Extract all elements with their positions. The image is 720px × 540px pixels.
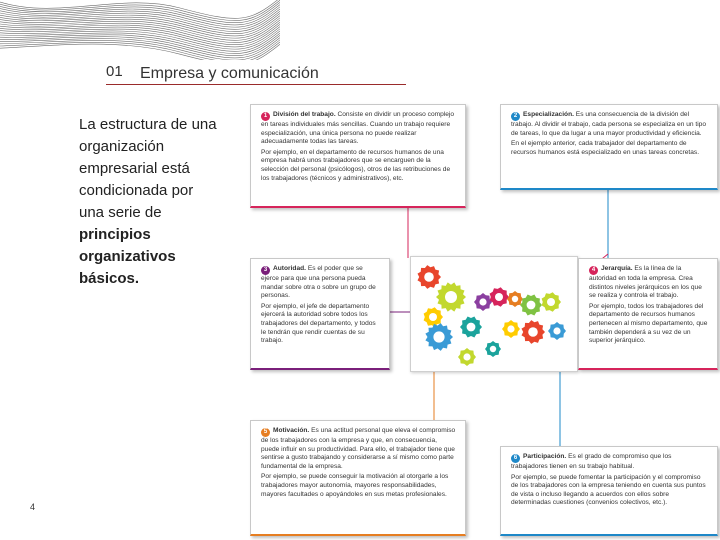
card-example: Por ejemplo, se puede fomentar la participación y el compromiso de los trabajadores con la empresa teniendo en cuenta sus puntos de vista o incluso llegando a acuerdos con ellos sobre determinadas cuestiones (convenios colectivos, etc.). <box>511 473 706 507</box>
gear-icon <box>490 287 509 307</box>
principle-card-autoridad <box>250 258 390 370</box>
badge-3: 3 <box>261 266 270 275</box>
card-body: Consiste en dividir un proceso complejo en tareas individuales más sencillas. Cuando un trabajo requiere especialización, una única persona no puede realizar adecuadamente todas las tareas. <box>261 111 455 146</box>
gears-illustration <box>410 256 578 372</box>
card-example: Por ejemplo, el jefe de departamento ejercerá la autoridad sobre todos los trabajadores del departamento, y todos le tendrán que rendir cuentas de su trabajo. <box>261 302 376 345</box>
badge-6: 6 <box>511 454 520 463</box>
gears-icon <box>411 257 577 371</box>
principle-card-motivacion <box>250 420 466 536</box>
principle-card-jerarquia <box>578 258 718 370</box>
gear-icon <box>425 323 453 351</box>
gear-icon <box>460 317 482 338</box>
badge-1: 1 <box>261 112 270 121</box>
card-example: Por ejemplo, en el departamento de recursos humanos de una empresa habrá unos trabajadores que se encarguen de la selección del personal (psicólogos), otros de las retribuciones de los trabajadores (técnicos y administrativos), etc. <box>261 148 451 182</box>
lead-paragraph <box>79 114 219 290</box>
principle-card-especializacion <box>500 104 718 190</box>
card-title: Motivación. <box>273 427 310 434</box>
lead-text-bold: principios organizativos básicos. <box>79 226 176 287</box>
gear-icon <box>548 322 566 340</box>
card-body: Es el poder que se ejerce para que una persona pueda mandar sobre otra o sobre un grupo de personas. <box>261 265 376 300</box>
card-body: Es una actitud personal que eleva el compromiso de los trabajadores con la empresa y que, en consecuencia, puede influir en su productividad. Para ello, el trabajador tiene que sentirse a gusto trabajando y considerarse a sí mismo como parte fundamental de la empresa. <box>261 427 456 470</box>
card-title: Autoridad. <box>273 265 306 272</box>
page-number: 4 <box>30 502 36 512</box>
card-example: En el ejemplo anterior, cada trabajador del departamento de recursos humanos está especializado en unas tareas concretas. <box>511 140 700 156</box>
gear-icon <box>418 265 442 289</box>
decorative-wave-lines <box>0 0 280 60</box>
principle-card-participacion <box>500 446 718 536</box>
badge-5: 5 <box>261 428 270 437</box>
badge-4: 4 <box>589 266 598 275</box>
gear-icon <box>458 348 476 366</box>
section-header <box>106 62 406 85</box>
gear-icon <box>502 320 520 338</box>
gear-icon <box>522 320 546 344</box>
gear-icon <box>436 282 466 311</box>
principle-card-division <box>250 104 466 208</box>
gear-icon <box>474 293 492 311</box>
card-title: Jerarquía. <box>601 265 633 272</box>
card-body: Es la línea de la autoridad en toda la empresa. Crea distintos niveles jerárquicos en los que se realiza y controla el trabajo. <box>589 265 702 300</box>
card-example: Por ejemplo, todos los trabajadores del departamento de recursos humanos pertenecen al mismo departamento, que también dependerá a su vez de un superior jerárquico. <box>589 302 708 345</box>
badge-2: 2 <box>511 112 520 121</box>
card-body: Es una consecuencia de la división del trabajo. Al dividir el trabajo, cada persona se especializa en un tipo de tareas, lo que da lugar a una mayor productividad y eficiencia. <box>511 111 707 137</box>
card-example: Por ejemplo, se puede conseguir la motivación al otorgarle a los trabajadores mayor autonomía, mayores responsabilidades, mayores facultades o apoyándoles en sus metas profesionales. <box>261 473 449 498</box>
section-number: 01 <box>106 63 123 80</box>
card-body: Es el grado de compromiso que los trabajadores tienen en su trabajo habitual. <box>511 453 672 470</box>
gear-icon <box>485 341 501 357</box>
gear-icon <box>520 295 542 316</box>
gear-icon <box>542 292 561 312</box>
card-title: División del trabajo. <box>273 111 336 118</box>
section-title: Empresa y comunicación <box>140 65 319 82</box>
card-title: Participación. <box>523 453 567 460</box>
card-title: Especialización. <box>523 111 574 118</box>
lead-text: La estructura de una organización empresarial está condicionada por una serie de <box>79 116 217 221</box>
